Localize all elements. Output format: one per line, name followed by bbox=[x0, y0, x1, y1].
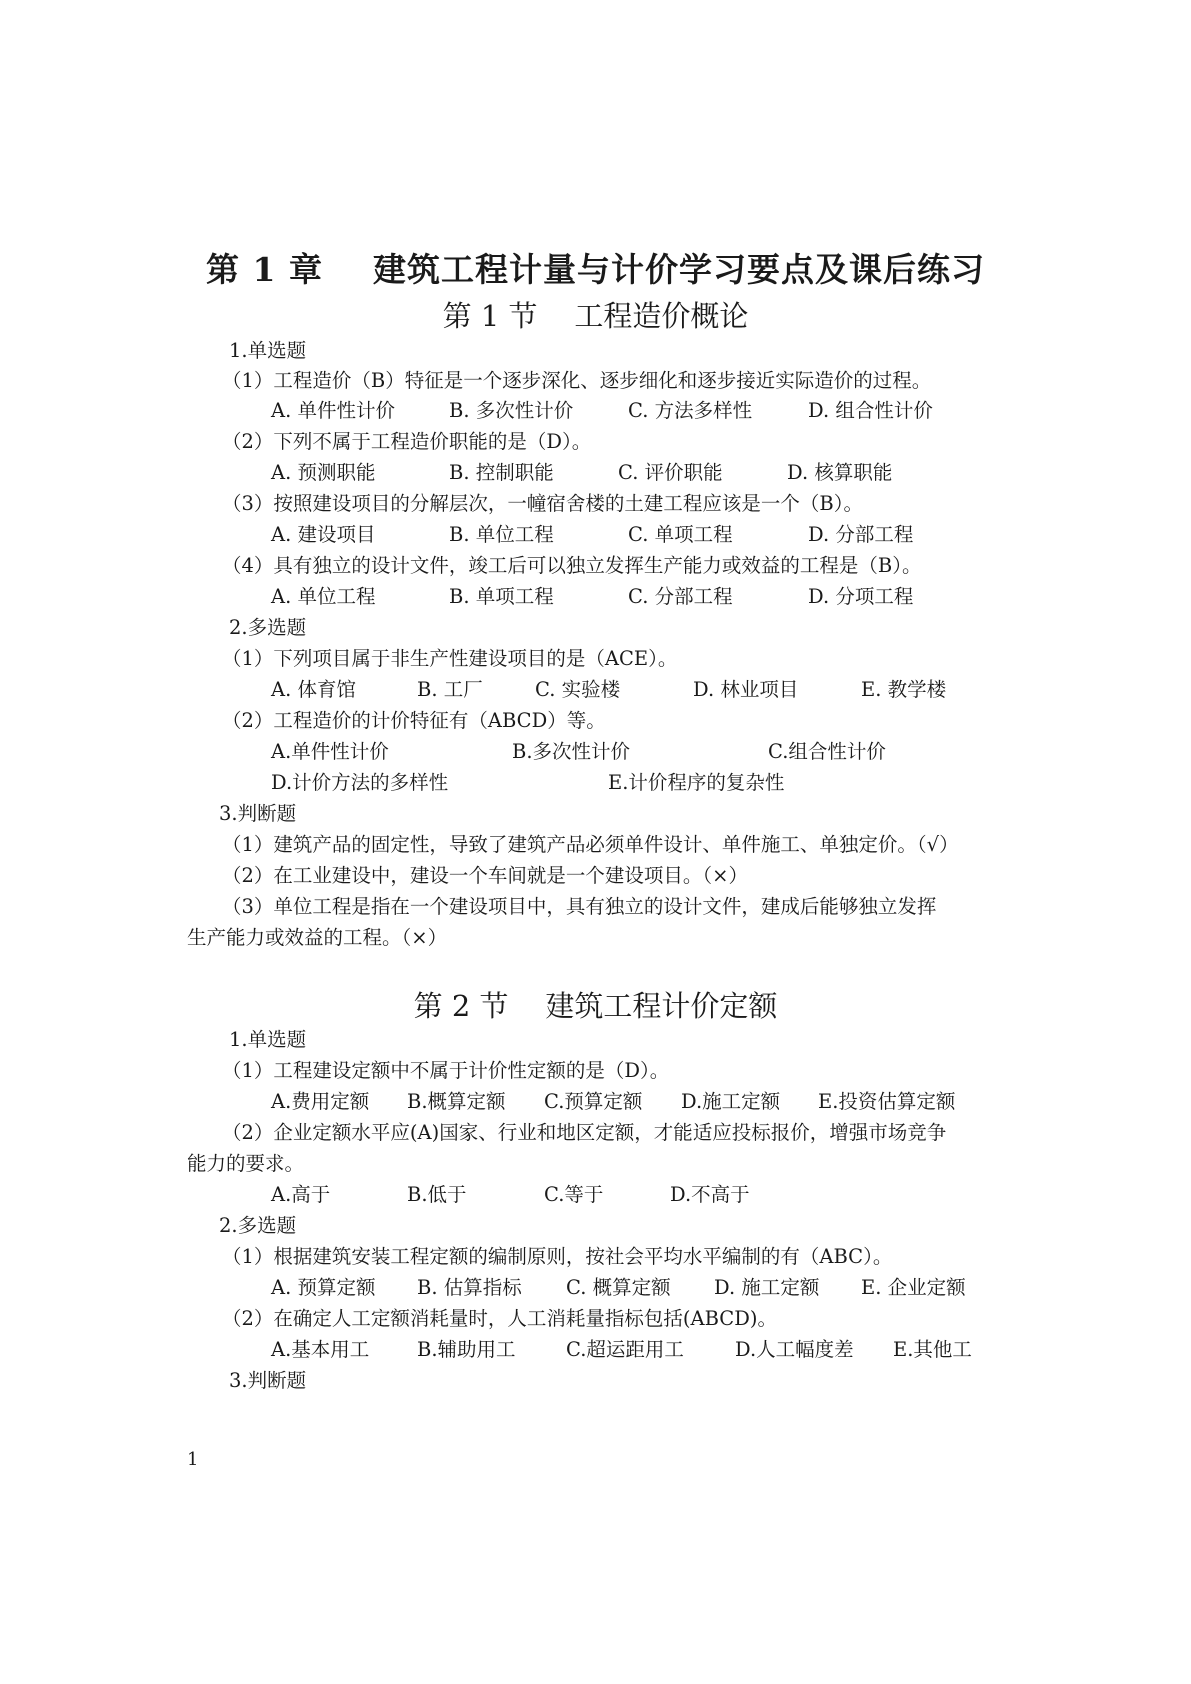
option: A.高于 bbox=[271, 1183, 331, 1206]
question-text-continued: 能力的要求。 bbox=[187, 1152, 305, 1175]
statement-text: （3）单位工程是指在一个建设项目中，具有独立的设计文件，建成后能够独立发挥 bbox=[222, 895, 937, 918]
option: E. 企业定额 bbox=[861, 1276, 966, 1299]
question-text: （1）工程建设定额中不属于计价性定额的是（D）。 bbox=[222, 1059, 670, 1082]
question-text: （3）按照建设项目的分解层次，一幢宿舍楼的土建工程应该是一个（B）。 bbox=[222, 492, 863, 515]
option: B. 多次性计价 bbox=[449, 399, 574, 422]
option: A.费用定额 bbox=[271, 1090, 370, 1113]
option: A. 建设项目 bbox=[271, 523, 376, 546]
question-text: （2）在确定人工定额消耗量时，人工消耗量指标包括(ABCD)。 bbox=[222, 1307, 777, 1330]
option: B. 估算指标 bbox=[417, 1276, 522, 1299]
option: C. 方法多样性 bbox=[628, 399, 753, 422]
option: B. 工厂 bbox=[417, 678, 483, 701]
option: E.计价程序的复杂性 bbox=[608, 771, 785, 794]
option: D. 分项工程 bbox=[808, 585, 914, 608]
option: C.等于 bbox=[544, 1183, 604, 1206]
option: C. 概算定额 bbox=[566, 1276, 671, 1299]
question-text: （2）下列不属于工程造价职能的是（D）。 bbox=[222, 430, 592, 453]
option: D. 分部工程 bbox=[808, 523, 914, 546]
statement-text: （2）在工业建设中，建设一个车间就是一个建设项目。（×） bbox=[222, 864, 748, 887]
option: C.超运距用工 bbox=[566, 1338, 684, 1361]
option: D.不高于 bbox=[670, 1183, 750, 1206]
option: B.辅助用工 bbox=[417, 1338, 516, 1361]
question-text: （1）根据建筑安装工程定额的编制原则，按社会平均水平编制的有（ABC）。 bbox=[222, 1245, 893, 1268]
option: D. 组合性计价 bbox=[808, 399, 933, 422]
option: C. 分部工程 bbox=[628, 585, 733, 608]
chapter-title: 第 1 章 建筑工程计量与计价学习要点及课后练习 bbox=[206, 250, 985, 289]
option: E.投资估算定额 bbox=[818, 1090, 956, 1113]
heading-true-false: 3.判断题 bbox=[229, 1369, 307, 1392]
statement-text: （1）建筑产品的固定性，导致了建筑产品必须单件设计、单件施工、单独定价。（√） bbox=[222, 833, 959, 856]
option: B. 单位工程 bbox=[449, 523, 554, 546]
heading-true-false: 3.判断题 bbox=[219, 802, 297, 825]
statement-text-continued: 生产能力或效益的工程。（×） bbox=[187, 926, 448, 949]
option: C. 实验楼 bbox=[535, 678, 621, 701]
option: D.计价方法的多样性 bbox=[271, 771, 449, 794]
option: D. 核算职能 bbox=[787, 461, 893, 484]
option: E.其他工 bbox=[893, 1338, 972, 1361]
option: E. 教学楼 bbox=[861, 678, 947, 701]
option: C.预算定额 bbox=[544, 1090, 643, 1113]
option: C.组合性计价 bbox=[768, 740, 886, 763]
question-text: （1）下列项目属于非生产性建设项目的是（ACE）。 bbox=[222, 647, 678, 670]
question-text: （1）工程造价（B）特征是一个逐步深化、逐步细化和逐步接近实际造价的过程。 bbox=[222, 369, 932, 392]
heading-single-choice: 1.单选题 bbox=[229, 339, 307, 362]
heading-single-choice: 1.单选题 bbox=[229, 1028, 307, 1051]
question-text: （2）工程造价的计价特征有（ABCD）等。 bbox=[222, 709, 606, 732]
section-title-2: 第 2 节 建筑工程计价定额 bbox=[413, 989, 778, 1023]
option: D.人工幅度差 bbox=[735, 1338, 854, 1361]
heading-multiple-choice: 2.多选题 bbox=[219, 1214, 297, 1237]
section-title-1: 第 1 节 工程造价概论 bbox=[442, 299, 749, 333]
option: C. 单项工程 bbox=[628, 523, 733, 546]
heading-multiple-choice: 2.多选题 bbox=[229, 616, 307, 639]
option: B. 控制职能 bbox=[449, 461, 554, 484]
option: A. 预测职能 bbox=[271, 461, 376, 484]
option: A. 体育馆 bbox=[271, 678, 356, 701]
option: D.施工定额 bbox=[681, 1090, 781, 1113]
question-text: （2）企业定额水平应(A)国家、行业和地区定额，才能适应投标报价，增强市场竞争 bbox=[222, 1121, 947, 1144]
option: D. 林业项目 bbox=[693, 678, 799, 701]
option: B. 单项工程 bbox=[449, 585, 554, 608]
option: A. 单件性计价 bbox=[271, 399, 395, 422]
option: B.多次性计价 bbox=[512, 740, 631, 763]
option: C. 评价职能 bbox=[618, 461, 723, 484]
option: D. 施工定额 bbox=[714, 1276, 820, 1299]
option: A.基本用工 bbox=[271, 1338, 370, 1361]
option: B.低于 bbox=[407, 1183, 467, 1206]
question-text: （4）具有独立的设计文件，竣工后可以独立发挥生产能力或效益的工程是（B）。 bbox=[222, 554, 922, 577]
option: A. 单位工程 bbox=[271, 585, 376, 608]
option: B.概算定额 bbox=[407, 1090, 506, 1113]
option: A. 预算定额 bbox=[271, 1276, 376, 1299]
page-number: 1 bbox=[187, 1449, 199, 1470]
option: A.单件性计价 bbox=[271, 740, 389, 763]
